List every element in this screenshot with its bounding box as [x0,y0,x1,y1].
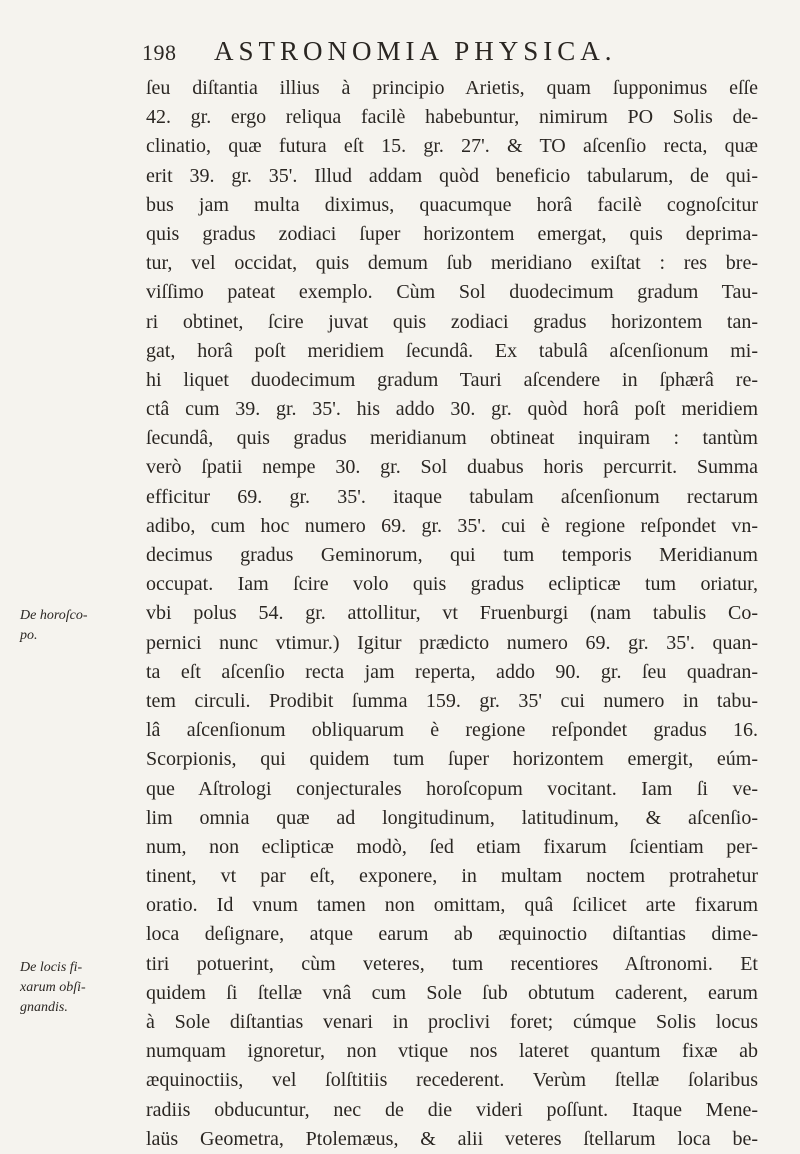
text-line: verò ſpatii nempe 30. gr. Sol duabus horis percurrit. Summa [146,456,758,479]
page-number: 198 [142,40,177,65]
margin-note-locis-fixarum [20,958,128,1018]
margin-note-line: De horoſco- [20,608,88,623]
text-line: clinatio, quæ futura eſt 15. gr. 27'. & TO aſcenſio recta, quæ [146,135,758,158]
text-line: viſſimo pateat exemplo. Cùm Sol duodecimum gradum Tau- [146,281,758,304]
text-line: vbi polus 54. gr. attollitur, vt Fruenburgi (nam tabulis Co- [146,602,758,625]
text-line: quis gradus zodiaci ſuper horizontem emergat, quis deprima- [146,222,758,245]
text-line: ctâ cum 39. gr. 35'. his addo 30. gr. quòd horâ poſt meridiem [146,398,758,421]
text-line: tur, vel occidat, quis demum ſub meridiano exiſtat : res bre- [146,252,758,275]
text-line: loca deſignare, atque earum ab æquinoctio diſtantias dime- [146,923,758,946]
text-line: ta eſt aſcenſio recta jam reperta, addo 90. gr. ſeu quadran- [146,660,758,683]
text-line: 42. gr. ergo reliqua facilè habebuntur, nimirum PO Solis de- [146,106,758,129]
text-line: ſecundâ, quis gradus meridianum obtineat inquiram : tantùm [146,427,758,450]
text-line: adibo, cum hoc numero 69. gr. 35'. cui è regione reſpondet vn- [146,514,758,537]
text-line: radiis obducuntur, nec de die videri poſſunt. Itaque Mene- [146,1098,758,1121]
text-line: laüs Geometra, Ptolemæus, & alii veteres ſtellarum loca be- [146,1127,758,1150]
text-line: lim omnia quæ ad longitudinum, latitudinum, & aſcenſio- [146,806,758,829]
margin-note-line: po. [20,628,38,643]
text-line: occupat. Iam ſcire volo quis gradus eclipticæ tum oriatur, [146,573,758,596]
text-line: oratio. Id vnum tamen non omittam, quâ ſcilicet arte fixarum [146,894,758,917]
text-line: lâ aſcenſionum obliquarum è regione reſpondet gradus 16. [146,719,758,742]
page-header [142,36,662,72]
text-line: tiri potuerint, cùm veteres, tum recentiores Aſtronomi. Et [146,952,758,975]
text-line: num, non eclipticæ modò, ſed etiam fixarum ſcientiam per- [146,835,758,858]
margin-note-line: gnandis. [20,1000,68,1015]
text-line: à Sole diſtantias venari in proclivi foret; cúmque Solis locus [146,1011,758,1033]
text-line: efficitur 69. gr. 35'. itaque tabulam aſcenſionum rectarum [146,485,758,508]
margin-note-horoscopo [20,606,128,646]
text-line: numquam ignoretur, non vtique nos lateret quantum fixæ ab [146,1040,758,1063]
text-line: Scorpionis, qui quidem tum ſuper horizontem emergit, eúm- [146,748,758,771]
text-line: que Aſtrologi conjecturales horoſcopum vocitant. Iam ſi ve- [146,777,758,800]
text-line: decimus gradus Geminorum, qui tum temporis Meridianum [146,544,758,566]
running-title: ASTRONOMIA PHYSICA. [214,36,617,66]
text-line: ſeu diſtantia illius à principio Arietis, quam ſupponimus eſſe [146,77,758,99]
margin-note-line: De locis fi- [20,960,83,975]
text-line: tem circuli. Prodibit ſumma 159. gr. 35' cui numero in tabu- [146,689,758,712]
text-line: hi liquet duodecimum gradum Tauri aſcendere in ſphærâ re- [146,368,758,391]
body-text [146,74,758,1154]
text-line: æquinoctiis, vel ſolſtitiis recederent. Verùm ſtellæ ſolaribus [146,1069,758,1092]
text-line: tinent, vt par eſt, exponere, in multam noctem protrahetur [146,865,758,888]
margin-note-line: xarum obſi- [20,980,86,995]
text-line: bus jam multa diximus, quacumque horâ facilè cognoſcitur [146,193,758,216]
text-line: ri obtinet, ſcire juvat quis zodiaci gradus horizontem tan- [146,310,758,333]
text-line: erit 39. gr. 35'. Illud addam quòd beneficio tabularum, de qui- [146,164,758,187]
text-line: quidem ſi ſtellæ vnâ cum Sole ſub obtutum caderent, earum [146,981,758,1004]
text-line: pernici nunc vtimur.) Igitur prædicto numero 69. gr. 35'. quan- [146,631,758,654]
text-line: gat, horâ poſt meridiem ſecundâ. Ex tabulâ aſcenſionum mi- [146,339,758,362]
